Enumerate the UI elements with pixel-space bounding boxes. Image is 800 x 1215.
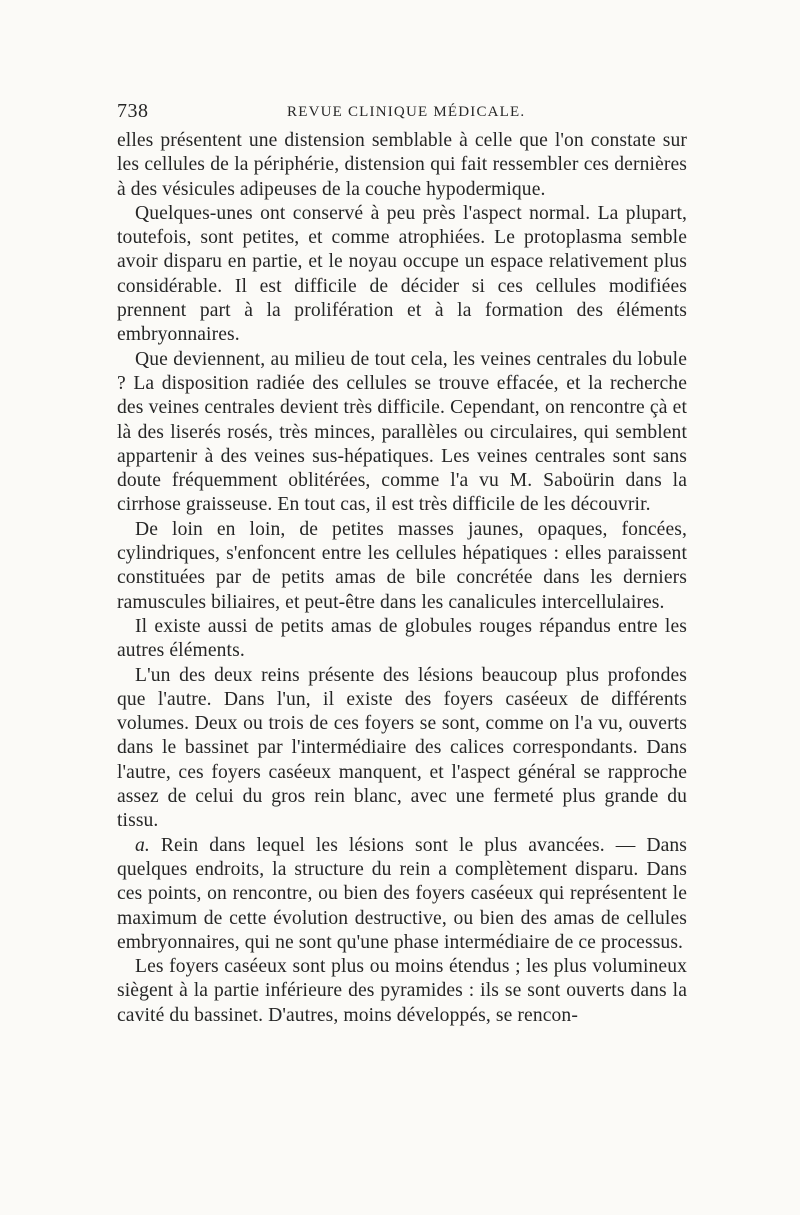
paragraph: Il existe aussi de petits amas de globules rouges répandus entre les autres éléments. [117, 615, 687, 662]
document-page [117, 100, 687, 1028]
paragraph: elles présentent une distension semblable à celle que l'on constate sur les cellules de la périphérie, distension qui fait ressembler ces dernières à des vésicules adipeuses de la couche hypodermique. [117, 130, 687, 200]
section-label: a. [135, 834, 150, 856]
paragraph: De loin en loin, de petites masses jaunes, opaques, foncées, cylindriques, s'enfoncent entre les cellules hépatiques : elles paraissent constituées par de petits amas de bile concrétée dans les derniers ramuscules biliaires, et peut-être dans les canalicules intercellulaires. [117, 518, 687, 613]
paragraph: Quelques-unes ont conservé à peu près l'aspect normal. La plupart, toutefois, sont petites, et comme atrophiées. Le protoplasma semble avoir disparu en partie, et le noyau occupe un espace relativement plus considérable. Il est difficile de décider si ces cellules modifiées prennent part à la prolifération et à la formation des éléments embryonnaires. [117, 202, 687, 346]
paragraph: L'un des deux reins présente des lésions beaucoup plus profondes que l'autre. Dans l'un, il existe des foyers caséeux de différents volumes. Deux ou trois de ces foyers se sont, comme on l'a vu, ouverts dans le bassinet par l'intermédiaire des calices correspondants. Dans l'autre, ces foyers caséeux manquent, et l'aspect général se rapproche assez de celui du gros rein blanc, avec une fermeté plus grande du tissu. [117, 664, 687, 832]
paragraph: Les foyers caséeux sont plus ou moins étendus ; les plus volumineux siègent à la partie inférieure des pyramides : ils se sont ouverts dans la cavité du bassinet. D'autres, moins développés, se rencon- [117, 956, 687, 1026]
paragraph-text: Rein dans lequel les lésions sont le plus avancées. — Dans quelques endroits, la structure du rein a complètement disparu. Dans ces points, on rencontre, ou bien des foyers caséeux qui représentent le maximum de cette évolution destructive, ou bien des amas de cellules embryonnaires, qui ne sont qu'une phase intermédiaire de ce processus. [117, 834, 688, 953]
running-title: REVUE CLINIQUE MÉDICALE. [287, 104, 526, 120]
page-header [117, 100, 687, 128]
body-text [117, 129, 687, 1028]
paragraph: Que deviennent, au milieu de tout cela, les veines centrales du lobule ? La disposition radiée des cellules se trouve effacée, et la recherche des veines centrales devient très difficile. Cependant, on rencontre çà et là des liserés rosés, très minces, parallèles ou circulaires, qui semblent appartenir à des veines sus-hépatiques. Les veines centrales sont sans doute fréquemment oblitérées, comme l'a vu M. Saboürin dans la cirrhose graisseuse. En tout cas, il est très difficile de les découvrir. [117, 348, 687, 516]
page-number: 738 [117, 100, 149, 122]
paragraph-section-a [117, 834, 687, 955]
